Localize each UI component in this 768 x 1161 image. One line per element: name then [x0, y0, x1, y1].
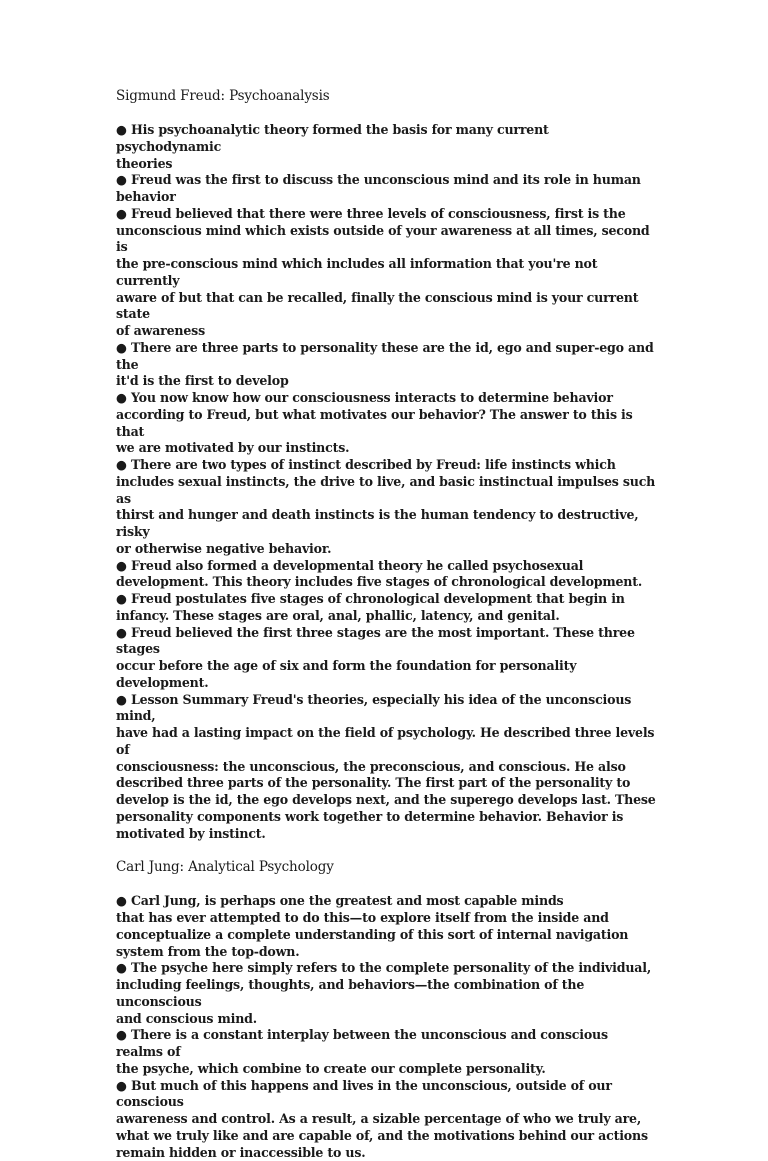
- section-jung: [116, 859, 656, 1161]
- bullet-paragraph: ● But much of this happens and lives in the unconscious, outside of our conscious awareness and control. As a result, a sizable percentage of who we truly are, what we truly like and are capable of, and the motivations behind our actions remain hidden or inaccessible to us.: [116, 1078, 656, 1161]
- bullet-paragraph: ● Freud was the first to discuss the unconscious mind and its role in human behavior: [116, 172, 656, 206]
- bullet-paragraph: ● Freud postulates five stages of chronological development that begin in infancy. These stages are oral, anal, phallic, latency, and genital.: [116, 591, 656, 625]
- section-title-jung: Carl Jung: Analytical Psychology: [116, 859, 656, 876]
- bullet-paragraph: ● There is a constant interplay between the unconscious and conscious realms of the psyche, which combine to create our complete personality.: [116, 1027, 656, 1077]
- bullet-paragraph: ● There are three parts to personality these are the id, ego and super-ego and the it'd is the first to develop: [116, 340, 656, 390]
- bullet-paragraph: ● The psyche here simply refers to the complete personality of the individual, including feelings, thoughts, and behaviors—the combination of the unconscious and conscious mind.: [116, 960, 656, 1027]
- bullet-paragraph: ● His psychoanalytic theory formed the basis for many current psychodynamic theories: [116, 122, 656, 172]
- bullet-paragraph: ● Lesson Summary Freud's theories, especially his idea of the unconscious mind, have had a lasting impact on the field of psychology. He described three levels of consciousness: the unconscious, the preconscious, and conscious. He also described three parts of the personality. The first part of the personality to develop is the id, the ego develops next, and the superego develops last. These personality components work together to determine behavior. Behavior is motivated by instinct.: [116, 692, 656, 843]
- bullet-paragraph: ● There are two types of instinct described by Freud: life instincts which includes sexual instincts, the drive to live, and basic instinctual impulses such as thirst and hunger and death instincts is the human tendency to destructive, risky or otherwise negative behavior.: [116, 457, 656, 558]
- bullet-paragraph: ● Freud also formed a developmental theory he called psychosexual development. This theory includes five stages of chronological development.: [116, 558, 656, 592]
- bullet-paragraph: ● You now know how our consciousness interacts to determine behavior according to Freud, but what motivates our behavior? The answer to this is that we are motivated by our instincts.: [116, 390, 656, 457]
- bullet-paragraph: ● Freud believed the first three stages are the most important. These three stages occur before the age of six and form the foundation for personality development.: [116, 625, 656, 692]
- section-title-freud: Sigmund Freud: Psychoanalysis: [116, 88, 656, 105]
- section-gap: [116, 842, 656, 859]
- section-freud: [116, 88, 656, 842]
- bullet-paragraph: ● Freud believed that there were three levels of consciousness, first is the unconscious mind which exists outside of your awareness at all times, second is the pre-conscious mind which includes all information that you're not currently aware of but that can be recalled, finally the conscious mind is your current state of awareness: [116, 206, 656, 340]
- document-page: [116, 88, 656, 1161]
- bullet-paragraph: ● Carl Jung, is perhaps one the greatest and most capable minds that has ever attempted to do this—to explore itself from the inside and conceptualize a complete understanding of this sort of internal navigation system from the top-down.: [116, 893, 656, 960]
